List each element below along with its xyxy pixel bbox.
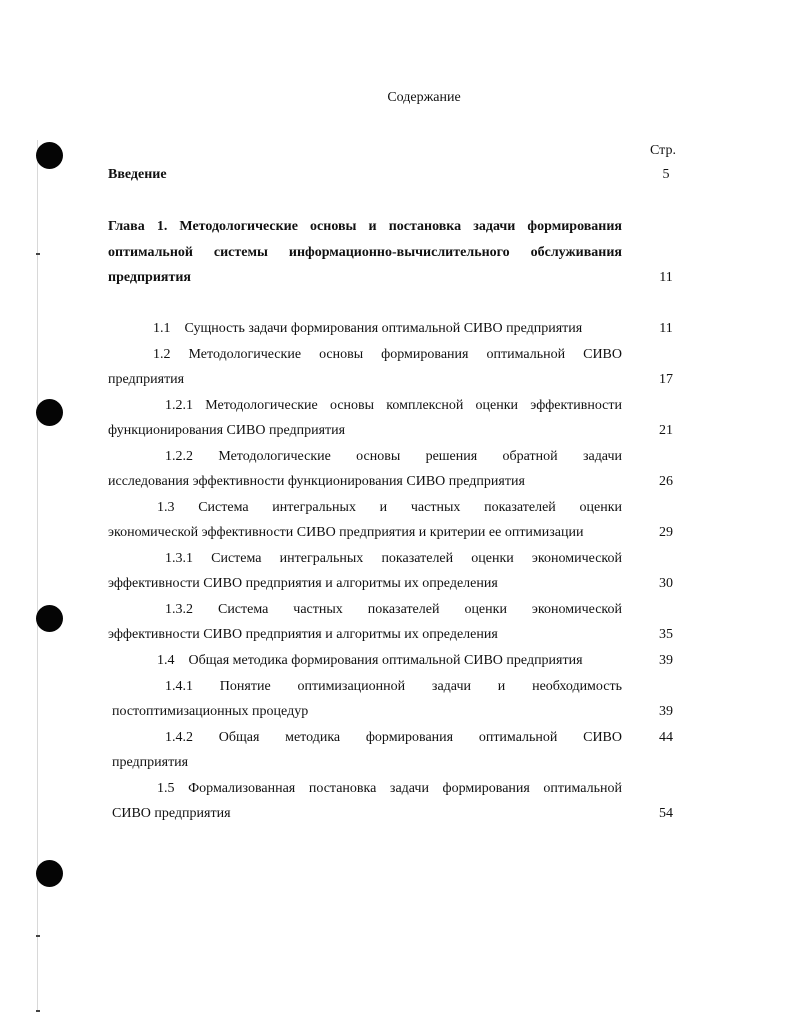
toc-entry-1-4: 1.4 Общая методика формирования оптимальной СИВО предприятия <box>157 653 583 668</box>
toc-entry-1-2: 1.2 Методологические основы формирования оптимальной СИВО <box>153 347 622 362</box>
page-number: 17 <box>659 372 673 387</box>
punch-hole <box>36 605 63 632</box>
toc-entry-1-2-1: функционирования СИВО предприятия <box>108 423 346 438</box>
page-number: 5 <box>662 167 670 182</box>
scan-mark <box>36 253 40 255</box>
toc-entry-1-1: 1.1 Сущность задачи формирования оптимальной СИВО предприятия <box>153 321 583 336</box>
punch-hole <box>36 142 63 169</box>
toc-entry-1-5: 1.5 Формализованная постановка задачи формирования оптимальной <box>157 781 622 796</box>
page-number: 29 <box>659 525 673 540</box>
toc-entry-1-2-2: исследования эффективности функционирования СИВО предприятия <box>108 474 525 489</box>
page-number: 30 <box>659 576 673 591</box>
page-number: 39 <box>659 704 673 719</box>
toc-entry-intro: Введение <box>108 167 167 182</box>
toc-entry-1-3-2: эффективности СИВО предприятия и алгоритмы их определения <box>108 627 498 642</box>
toc-entry-1-3: 1.3 Система интегральных и частных показателей оценки <box>157 500 622 515</box>
page-number: 54 <box>659 806 673 821</box>
toc-entry-1-5: СИВО предприятия <box>112 806 231 821</box>
toc-entry-1-3-1: 1.3.1 Система интегральных показателей оценки экономической <box>165 551 622 566</box>
toc-entry-1-2-1: 1.2.1 Методологические основы комплексной оценки эффективности <box>165 398 622 413</box>
toc-entry-1-2: предприятия <box>108 372 185 387</box>
page-number: 26 <box>659 474 673 489</box>
toc-entry-1-3-2: 1.3.2 Система частных показателей оценки экономической <box>165 602 622 617</box>
toc-chapter-1-line: предприятия <box>108 270 191 285</box>
toc-chapter-1-line: Глава 1. Методологические основы и постановка задачи формирования <box>108 219 622 234</box>
page-number: 11 <box>659 321 673 336</box>
toc-entry-1-2-2: 1.2.2 Методологические основы решения обратной задачи <box>165 449 622 464</box>
page-column-header: Стр. <box>650 143 676 158</box>
page-number: 35 <box>659 627 673 642</box>
page-title: Содержание <box>387 90 461 105</box>
page-number: 21 <box>659 423 673 438</box>
page-number: 11 <box>659 270 673 285</box>
toc-entry-1-4-2: предприятия <box>112 755 189 770</box>
punch-hole <box>36 399 63 426</box>
toc-entry-1-3: экономической эффективности СИВО предприятия и критерии ее оптимизации <box>108 525 584 540</box>
toc-entry-1-4-2: 1.4.2 Общая методика формирования оптимальной СИВО <box>165 730 622 745</box>
punch-hole <box>36 860 63 887</box>
toc-chapter-1-line: оптимальной системы информационно-вычислительного обслуживания <box>108 245 622 260</box>
toc-entry-1-4-1: 1.4.1 Понятие оптимизационной задачи и необходимость <box>165 679 622 694</box>
scan-mark <box>36 1010 40 1012</box>
toc-entry-1-4-1: постоптимизационных процедур <box>112 704 309 719</box>
page-number: 44 <box>659 730 673 745</box>
page-number: 39 <box>659 653 673 668</box>
toc-entry-1-3-1: эффективности СИВО предприятия и алгоритмы их определения <box>108 576 498 591</box>
scan-mark <box>36 935 40 937</box>
